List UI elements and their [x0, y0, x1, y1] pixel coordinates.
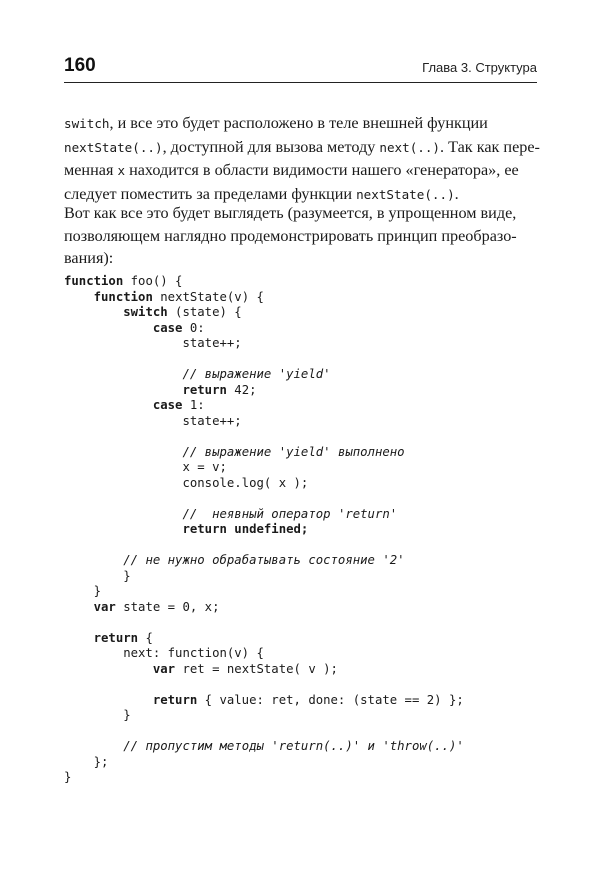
code-text	[64, 507, 182, 521]
code-text: (state) {	[167, 305, 242, 319]
paragraph-1-line	[64, 159, 537, 183]
code-text	[64, 367, 182, 381]
code-text	[64, 290, 94, 304]
code-keyword: function	[93, 289, 153, 304]
code-keyword: switch	[123, 305, 168, 319]
code-keyword: function	[64, 274, 124, 288]
code-text: }	[64, 568, 131, 583]
code-text: }	[64, 708, 131, 722]
code-text	[64, 631, 94, 645]
code-text: }	[64, 770, 72, 784]
code-line	[64, 569, 544, 585]
code-line	[64, 290, 544, 306]
code-line	[64, 414, 544, 430]
inline-code: x	[117, 163, 126, 178]
code-comment: // пропустим методы 'return(..)' и 'throw(..)'	[123, 739, 464, 753]
code-keyword: var	[93, 599, 116, 614]
paragraph-2-line: вания):	[64, 249, 114, 267]
inline-code: nextState(..)	[356, 186, 455, 202]
code-text: state++;	[64, 413, 242, 428]
code-line	[64, 600, 544, 616]
code-line	[64, 677, 544, 693]
code-line	[64, 615, 544, 631]
code-listing	[64, 274, 544, 786]
text-run: .	[454, 184, 459, 203]
code-text: nextState(v) {	[152, 289, 264, 304]
code-line	[64, 305, 544, 321]
code-line	[64, 755, 544, 771]
code-line	[64, 352, 544, 368]
code-line	[64, 739, 544, 755]
code-text	[64, 398, 153, 412]
code-text	[64, 553, 123, 567]
code-text: 0:	[182, 320, 205, 335]
code-text	[64, 383, 182, 397]
code-line	[64, 429, 544, 445]
code-comment: // не нужно обрабатывать состояние '2'	[123, 553, 405, 567]
code-line	[64, 383, 544, 399]
code-comment: // неявный оператор 'return'	[182, 506, 398, 521]
code-line	[64, 522, 544, 538]
code-text: state++;	[64, 336, 242, 350]
code-line	[64, 398, 544, 414]
code-keyword: return	[152, 692, 198, 707]
code-line	[64, 553, 544, 569]
code-keyword: return undefined;	[182, 522, 309, 536]
code-keyword: case	[152, 398, 183, 412]
code-line	[64, 507, 544, 523]
code-line	[64, 646, 544, 662]
code-line	[64, 770, 544, 786]
code-line	[64, 445, 544, 461]
code-text: 1:	[182, 398, 205, 412]
code-line	[64, 321, 544, 337]
code-keyword: return	[93, 630, 139, 645]
code-line	[64, 662, 544, 678]
code-text: x = v;	[64, 460, 227, 474]
paragraph-1	[64, 112, 540, 206]
code-line	[64, 491, 544, 507]
code-text: };	[64, 754, 109, 769]
running-title: Глава 3. Структура	[422, 60, 537, 75]
code-text	[64, 522, 182, 536]
text-run: менная	[64, 161, 118, 179]
code-line	[64, 476, 544, 492]
paragraph-2-line: Вот как все это будет выглядеть (разумеется, в упрощенном виде,	[64, 204, 517, 222]
text-run: , и все это будет расположено в теле внешней функции	[109, 114, 488, 132]
code-text: console.log( x );	[64, 475, 309, 490]
paragraph-1-line	[64, 136, 540, 160]
text-run: . Так как пере-	[440, 137, 540, 156]
code-line	[64, 708, 544, 724]
code-text: ret = nextState( v );	[175, 661, 338, 676]
code-line	[64, 584, 544, 600]
code-text: next: function(v) {	[64, 646, 264, 660]
code-text: state = 0, x;	[115, 599, 220, 614]
code-text	[64, 662, 153, 676]
code-text: {	[138, 630, 153, 645]
text-run: находится в области видимости нашего «генератора», ее	[125, 161, 519, 179]
code-line	[64, 336, 544, 352]
code-comment: // выражение 'yield'	[182, 367, 331, 381]
code-text: }	[64, 584, 102, 598]
code-text: foo() {	[123, 274, 183, 288]
code-line	[64, 631, 544, 647]
code-text	[64, 739, 123, 753]
inline-code: switch	[64, 116, 110, 131]
page-header	[64, 56, 537, 83]
code-line	[64, 274, 544, 290]
code-text	[64, 693, 153, 707]
code-comment: // выражение 'yield' выполнено	[182, 444, 405, 459]
paragraph-1-line	[64, 112, 537, 136]
code-line	[64, 460, 544, 476]
inline-code: nextState(..)	[64, 139, 163, 155]
code-line	[64, 367, 544, 383]
code-text	[64, 305, 123, 319]
inline-code: next(..)	[379, 139, 441, 155]
code-line	[64, 724, 544, 740]
code-text	[64, 321, 153, 335]
code-line	[64, 538, 544, 554]
code-keyword: case	[152, 320, 183, 335]
paragraph-2-line: позволяющем наглядно продемонстрировать принцип преобразо-	[64, 226, 517, 245]
page-number: 160	[64, 55, 96, 76]
code-keyword: var	[152, 661, 176, 676]
paragraph-2	[64, 202, 537, 270]
code-text	[64, 600, 94, 614]
code-text: { value: ret, done: (state == 2) };	[197, 692, 464, 707]
text-run: следует поместить за пределами функции	[64, 184, 357, 203]
code-text: 42;	[226, 382, 257, 397]
code-line	[64, 693, 544, 709]
code-keyword: return	[182, 382, 227, 397]
code-text	[64, 445, 182, 459]
text-run: , доступной для вызова методу	[162, 137, 380, 156]
